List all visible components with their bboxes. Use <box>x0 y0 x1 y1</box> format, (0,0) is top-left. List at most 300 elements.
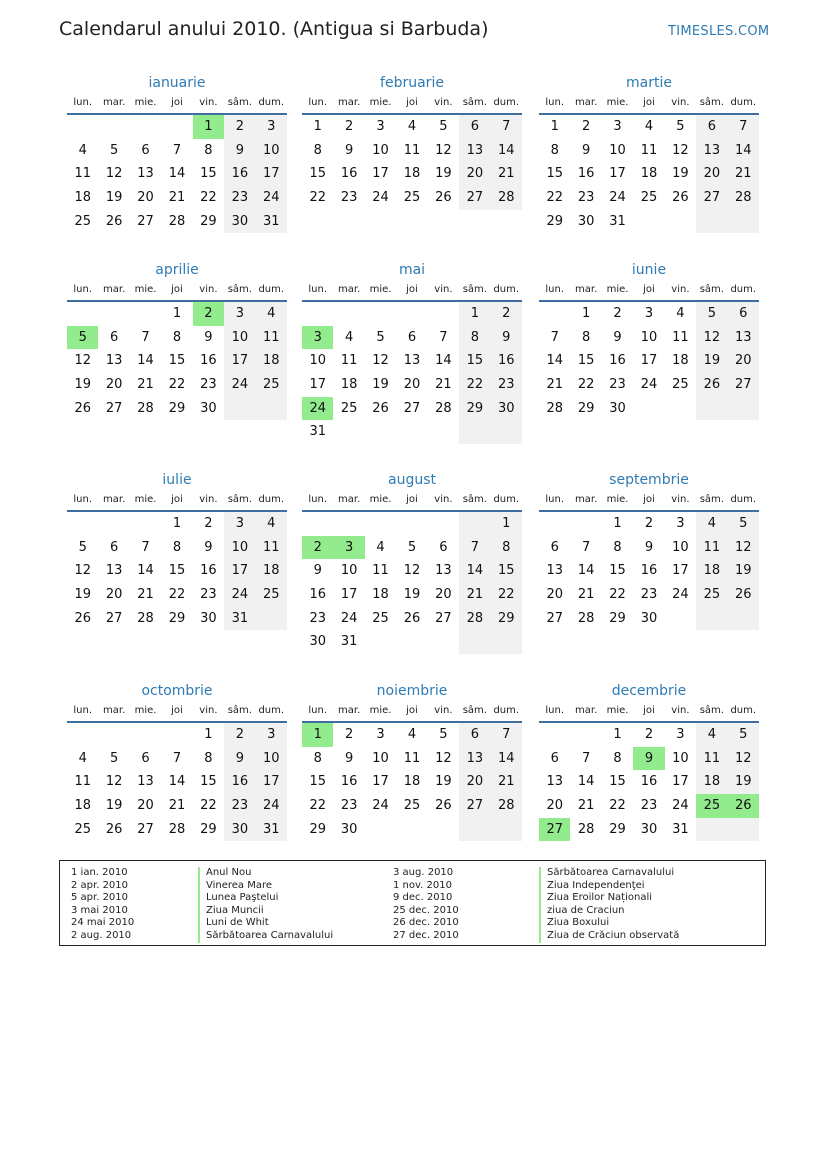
weekday-label: joi <box>406 705 418 716</box>
legend-date: 9 dec. 2010 <box>393 892 453 904</box>
day-cell: 13 <box>728 326 759 350</box>
day-cell: 5 <box>109 142 119 158</box>
day-cell: 22 <box>168 377 186 393</box>
day-cell: 21 <box>577 798 595 814</box>
day-cell: 1 <box>313 119 322 134</box>
day-cell: 18 <box>74 190 91 206</box>
day-cell: 27 <box>459 186 490 210</box>
day-cell: 6 <box>728 302 759 326</box>
day-cell: 3 <box>224 302 255 326</box>
day-cell: 10 <box>309 353 326 369</box>
empty-day-cell <box>67 115 98 139</box>
day-cell: 25 <box>403 798 421 814</box>
legend-date: 26 dec. 2010 <box>393 917 459 929</box>
day-cell: 11 <box>372 563 389 579</box>
weekday-label: mie. <box>606 97 629 108</box>
month-august <box>302 467 522 654</box>
day-cell: 29 <box>168 400 186 416</box>
weekday-label: dum. <box>258 494 285 505</box>
legend-holiday-name: Lunea Paştelui <box>198 892 333 905</box>
legend-left-dates <box>71 867 134 943</box>
day-cell: 24 <box>372 190 389 206</box>
day-cell: 29 <box>459 397 490 421</box>
day-cell: 4 <box>644 119 654 134</box>
day-cell: 24 <box>609 190 626 206</box>
empty-day-cell <box>302 512 333 536</box>
day-cell: 27 <box>105 400 123 416</box>
day-cell: 29 <box>200 213 217 229</box>
month-iunie <box>539 257 759 420</box>
day-cell: 17 <box>372 166 389 182</box>
day-cell: 15 <box>309 774 326 790</box>
empty-day-cell <box>728 818 759 842</box>
day-cell: 21 <box>459 583 490 607</box>
day-cell: 15 <box>577 353 595 369</box>
day-cell: 4 <box>696 512 727 536</box>
month-mai <box>302 257 522 444</box>
day-cell: 5 <box>439 119 448 134</box>
day-cell: 26 <box>728 794 759 818</box>
day-cell: 25 <box>256 373 287 397</box>
weekday-label: dum. <box>730 494 757 505</box>
day-cell: 21 <box>137 587 154 603</box>
day-cell: 27 <box>137 821 154 837</box>
day-cell: 6 <box>439 539 448 555</box>
day-cell: 23 <box>200 377 217 393</box>
legend-holiday-name: Ziua Boxului <box>539 917 679 930</box>
day-cell: 15 <box>200 166 217 182</box>
day-cell: 15 <box>609 774 626 790</box>
day-grid <box>302 512 522 654</box>
empty-day-cell <box>665 210 696 234</box>
day-cell: 12 <box>105 166 123 182</box>
legend-holiday-name: Anul Nou <box>198 867 333 880</box>
day-cell: 8 <box>613 539 622 555</box>
day-cell: 6 <box>459 115 490 139</box>
day-cell: 29 <box>168 610 186 626</box>
day-cell: 21 <box>168 798 186 814</box>
day-cell: 21 <box>546 377 563 393</box>
day-cell: 15 <box>168 563 186 579</box>
day-cell: 5 <box>676 119 685 134</box>
month-decembrie <box>539 678 759 841</box>
legend-holiday-name: Sărbătoarea Carnavalului <box>539 867 679 880</box>
weekday-label: vin. <box>434 705 453 716</box>
day-cell: 10 <box>672 750 689 766</box>
month-februarie <box>302 70 522 210</box>
day-cell: 20 <box>459 162 490 186</box>
weekday-label: dum. <box>258 705 285 716</box>
day-cell: 12 <box>403 563 421 579</box>
weekday-label: mar. <box>103 284 126 295</box>
day-cell: 12 <box>728 536 759 560</box>
weekday-label: lun. <box>73 97 93 108</box>
empty-day-cell <box>491 818 522 842</box>
legend-date: 3 aug. 2010 <box>393 867 454 878</box>
weekday-label: mie. <box>369 705 392 716</box>
empty-day-cell <box>459 630 490 654</box>
day-cell: 3 <box>613 119 622 134</box>
weekday-label: joi <box>171 494 183 505</box>
day-cell: 4 <box>676 306 685 321</box>
day-cell: 1 <box>459 302 490 326</box>
day-cell: 23 <box>491 373 522 397</box>
day-cell: 2 <box>581 119 591 134</box>
day-cell: 14 <box>728 139 759 163</box>
weekday-header <box>67 282 287 298</box>
day-cell: 16 <box>640 563 658 579</box>
day-cell: 27 <box>435 610 452 626</box>
day-cell: 6 <box>696 115 727 139</box>
day-cell: 30 <box>640 821 658 837</box>
day-cell: 26 <box>372 400 389 416</box>
day-grid <box>539 512 759 630</box>
empty-day-cell <box>224 397 255 421</box>
weekday-label: mar. <box>103 705 126 716</box>
day-cell: 9 <box>644 539 654 555</box>
day-cell: 28 <box>168 821 186 837</box>
day-cell: 18 <box>74 798 91 814</box>
day-cell: 22 <box>168 587 186 603</box>
day-cell: 28 <box>491 794 522 818</box>
day-cell: 17 <box>224 349 255 373</box>
day-cell: 1 <box>550 119 559 134</box>
day-grid <box>539 302 759 420</box>
month-name: mai <box>398 262 426 278</box>
day-cell: 23 <box>309 610 326 626</box>
weekday-label: mar. <box>575 705 598 716</box>
weekday-label: dum. <box>258 284 285 295</box>
day-cell: 18 <box>340 377 358 393</box>
day-cell: 9 <box>344 142 354 158</box>
day-cell: 17 <box>256 162 287 186</box>
weekday-label: mie. <box>369 97 392 108</box>
day-cell: 12 <box>74 353 91 369</box>
day-cell: 4 <box>407 119 417 134</box>
day-cell: 19 <box>403 587 421 603</box>
weekday-label: lun. <box>545 705 565 716</box>
weekday-header <box>302 95 522 111</box>
weekday-header <box>67 703 287 719</box>
day-cell: 6 <box>407 329 417 345</box>
weekday-label: sâm. <box>699 97 724 108</box>
day-cell: 17 <box>224 559 255 583</box>
weekday-label: dum. <box>493 284 520 295</box>
day-cell: 14 <box>491 139 522 163</box>
day-cell: 14 <box>459 559 490 583</box>
day-cell: 6 <box>109 329 119 345</box>
month-martie <box>539 70 759 233</box>
brand-logo-text[interactable]: TIMESLES.COM <box>668 24 770 39</box>
day-cell: 14 <box>137 353 154 369</box>
weekday-header <box>302 282 522 298</box>
day-cell: 8 <box>613 750 622 766</box>
day-cell: 15 <box>459 349 490 373</box>
weekday-header <box>67 95 287 111</box>
day-cell: 25 <box>256 583 287 607</box>
day-cell: 18 <box>672 353 689 369</box>
page-title: Calendarul anului 2010. (Antigua si Barbuda) <box>59 18 489 40</box>
day-cell: 7 <box>141 539 150 555</box>
day-cell: 2 <box>644 516 654 531</box>
holiday-legend <box>59 860 766 946</box>
day-cell: 3 <box>302 326 333 350</box>
day-cell: 22 <box>309 798 326 814</box>
month-name: august <box>388 472 436 488</box>
day-cell: 17 <box>340 587 358 603</box>
day-cell: 4 <box>78 750 87 766</box>
day-cell: 9 <box>344 750 354 766</box>
day-cell: 12 <box>105 774 123 790</box>
day-cell: 7 <box>172 142 182 158</box>
day-cell: 16 <box>640 774 658 790</box>
month-septembrie <box>539 467 759 630</box>
day-cell: 27 <box>459 794 490 818</box>
weekday-label: mar. <box>338 284 361 295</box>
day-cell: 23 <box>609 377 626 393</box>
empty-day-cell <box>665 397 696 421</box>
weekday-label: vin. <box>671 494 690 505</box>
day-cell: 26 <box>696 373 727 397</box>
day-cell: 31 <box>609 213 626 229</box>
empty-day-cell <box>633 210 664 234</box>
day-cell: 1 <box>302 723 333 747</box>
day-cell: 16 <box>309 587 326 603</box>
weekday-label: mie. <box>606 284 629 295</box>
day-cell: 16 <box>609 353 626 369</box>
day-cell: 9 <box>613 329 622 345</box>
day-cell: 11 <box>403 750 421 766</box>
day-cell: 28 <box>168 213 186 229</box>
month-iulie <box>67 467 287 630</box>
day-cell: 22 <box>577 377 595 393</box>
weekday-label: lun. <box>308 97 328 108</box>
month-noiembrie <box>302 678 522 841</box>
weekday-label: joi <box>643 97 655 108</box>
empty-day-cell <box>728 210 759 234</box>
legend-holiday-name: Luni de Whit <box>198 917 333 930</box>
empty-day-cell <box>365 302 396 326</box>
day-cell: 24 <box>256 794 287 818</box>
day-cell: 11 <box>403 142 421 158</box>
day-cell: 9 <box>491 326 522 350</box>
day-cell: 22 <box>459 373 490 397</box>
weekday-label: lun. <box>73 705 93 716</box>
day-cell: 23 <box>224 794 255 818</box>
weekday-label: sâm. <box>227 97 252 108</box>
empty-day-cell <box>396 302 427 326</box>
day-cell: 31 <box>340 634 358 650</box>
day-cell: 14 <box>577 563 595 579</box>
day-cell: 2 <box>193 302 224 326</box>
empty-day-cell <box>333 420 364 444</box>
day-cell: 12 <box>74 563 91 579</box>
day-cell: 9 <box>204 539 213 555</box>
day-cell: 20 <box>546 798 563 814</box>
weekday-label: mie. <box>134 494 157 505</box>
day-cell: 16 <box>491 349 522 373</box>
empty-day-cell <box>365 630 396 654</box>
empty-day-cell <box>539 302 570 326</box>
day-cell: 11 <box>672 329 689 345</box>
day-cell: 25 <box>340 400 358 416</box>
empty-day-cell <box>67 302 98 326</box>
day-cell: 13 <box>105 353 123 369</box>
weekday-label: lun. <box>545 284 565 295</box>
weekday-label: vin. <box>671 97 690 108</box>
empty-day-cell <box>428 512 459 536</box>
weekday-label: sâm. <box>462 494 487 505</box>
day-cell: 26 <box>105 213 123 229</box>
legend-left-names <box>198 867 333 943</box>
day-cell: 14 <box>168 774 186 790</box>
day-cell: 29 <box>309 821 326 837</box>
month-aprilie <box>67 257 287 420</box>
day-cell: 30 <box>200 610 217 626</box>
day-cell: 6 <box>141 142 150 158</box>
day-cell: 16 <box>577 166 595 182</box>
day-cell: 12 <box>696 326 727 350</box>
day-cell: 25 <box>640 190 658 206</box>
day-cell: 11 <box>256 326 287 350</box>
day-cell: 19 <box>672 166 689 182</box>
day-cell: 25 <box>403 190 421 206</box>
legend-holiday-name: ziua de Craciun <box>539 905 679 918</box>
month-name: octombrie <box>141 683 213 699</box>
day-cell: 18 <box>403 774 421 790</box>
day-cell: 14 <box>546 353 563 369</box>
day-cell: 20 <box>105 587 123 603</box>
day-cell: 29 <box>609 610 626 626</box>
empty-day-cell <box>665 607 696 631</box>
day-cell: 8 <box>204 142 213 158</box>
day-cell: 19 <box>105 798 123 814</box>
day-cell: 13 <box>696 139 727 163</box>
day-cell: 19 <box>372 377 389 393</box>
day-cell: 4 <box>78 142 87 158</box>
day-cell: 24 <box>224 373 255 397</box>
day-cell: 22 <box>546 190 563 206</box>
weekday-label: lun. <box>308 284 328 295</box>
day-cell: 5 <box>376 329 385 345</box>
legend-date: 27 dec. 2010 <box>393 929 459 941</box>
weekday-label: mar. <box>103 494 126 505</box>
empty-day-cell <box>333 512 364 536</box>
day-cell: 22 <box>309 190 326 206</box>
day-cell: 6 <box>109 539 119 555</box>
day-cell: 1 <box>204 727 213 742</box>
weekday-label: lun. <box>308 705 328 716</box>
legend-date: 2 apr. 2010 <box>71 879 129 891</box>
day-cell: 1 <box>172 516 182 531</box>
day-cell: 4 <box>407 727 417 742</box>
day-cell: 8 <box>491 536 522 560</box>
weekday-label: joi <box>406 284 418 295</box>
weekday-header <box>67 492 287 508</box>
weekday-label: vin. <box>671 705 690 716</box>
day-cell: 11 <box>340 353 358 369</box>
weekday-label: mie. <box>369 284 392 295</box>
day-cell: 5 <box>439 727 448 742</box>
day-cell: 10 <box>256 747 287 771</box>
weekday-label: vin. <box>199 494 218 505</box>
day-cell: 3 <box>256 723 287 747</box>
day-cell: 28 <box>459 607 490 631</box>
weekday-label: lun. <box>545 494 565 505</box>
empty-day-cell <box>67 723 98 747</box>
weekday-label: vin. <box>434 494 453 505</box>
day-cell: 29 <box>577 400 595 416</box>
day-cell: 6 <box>141 750 150 766</box>
day-cell: 22 <box>491 583 522 607</box>
day-cell: 30 <box>609 400 626 416</box>
empty-day-cell <box>365 420 396 444</box>
weekday-label: dum. <box>258 97 285 108</box>
day-cell: 23 <box>640 798 658 814</box>
weekday-label: lun. <box>73 494 93 505</box>
day-cell: 6 <box>550 539 559 555</box>
day-cell: 23 <box>640 587 658 603</box>
day-cell: 16 <box>224 162 255 186</box>
day-cell: 13 <box>105 563 123 579</box>
empty-day-cell <box>130 723 161 747</box>
empty-day-cell <box>98 723 129 747</box>
legend-holiday-name: Vinerea Mare <box>198 880 333 893</box>
month-name: decembrie <box>611 683 687 699</box>
day-cell: 9 <box>633 747 664 771</box>
empty-day-cell <box>333 302 364 326</box>
day-cell: 30 <box>640 610 658 626</box>
day-cell: 23 <box>340 190 358 206</box>
empty-day-cell <box>633 397 664 421</box>
day-cell: 11 <box>696 747 727 771</box>
weekday-label: sâm. <box>462 705 487 716</box>
day-cell: 10 <box>640 329 658 345</box>
weekday-label: sâm. <box>227 494 252 505</box>
day-cell: 13 <box>546 774 563 790</box>
day-cell: 17 <box>672 774 689 790</box>
day-cell: 22 <box>609 798 626 814</box>
day-cell: 24 <box>672 587 689 603</box>
day-cell: 27 <box>696 186 727 210</box>
weekday-label: joi <box>406 97 418 108</box>
weekday-header <box>539 703 759 719</box>
day-cell: 17 <box>372 774 389 790</box>
day-cell: 26 <box>728 583 759 607</box>
legend-date: 3 mai 2010 <box>71 904 128 916</box>
empty-day-cell <box>130 115 161 139</box>
day-grid <box>67 302 287 420</box>
day-cell: 4 <box>696 723 727 747</box>
legend-right-dates <box>393 867 459 943</box>
day-cell: 9 <box>224 139 255 163</box>
legend-date: 1 nov. 2010 <box>393 879 452 891</box>
day-cell: 5 <box>728 512 759 536</box>
day-cell: 15 <box>609 563 626 579</box>
weekday-label: joi <box>171 284 183 295</box>
month-name: martie <box>626 75 672 91</box>
day-cell: 16 <box>340 774 358 790</box>
day-cell: 18 <box>256 559 287 583</box>
day-cell: 8 <box>172 329 182 345</box>
day-cell: 18 <box>696 559 727 583</box>
legend-holiday-name: Sărbătoarea Carnavalului <box>198 930 333 943</box>
day-cell: 25 <box>672 377 689 393</box>
weekday-label: joi <box>171 97 183 108</box>
empty-day-cell <box>539 512 570 536</box>
day-cell: 25 <box>372 610 389 626</box>
day-cell: 24 <box>640 377 658 393</box>
